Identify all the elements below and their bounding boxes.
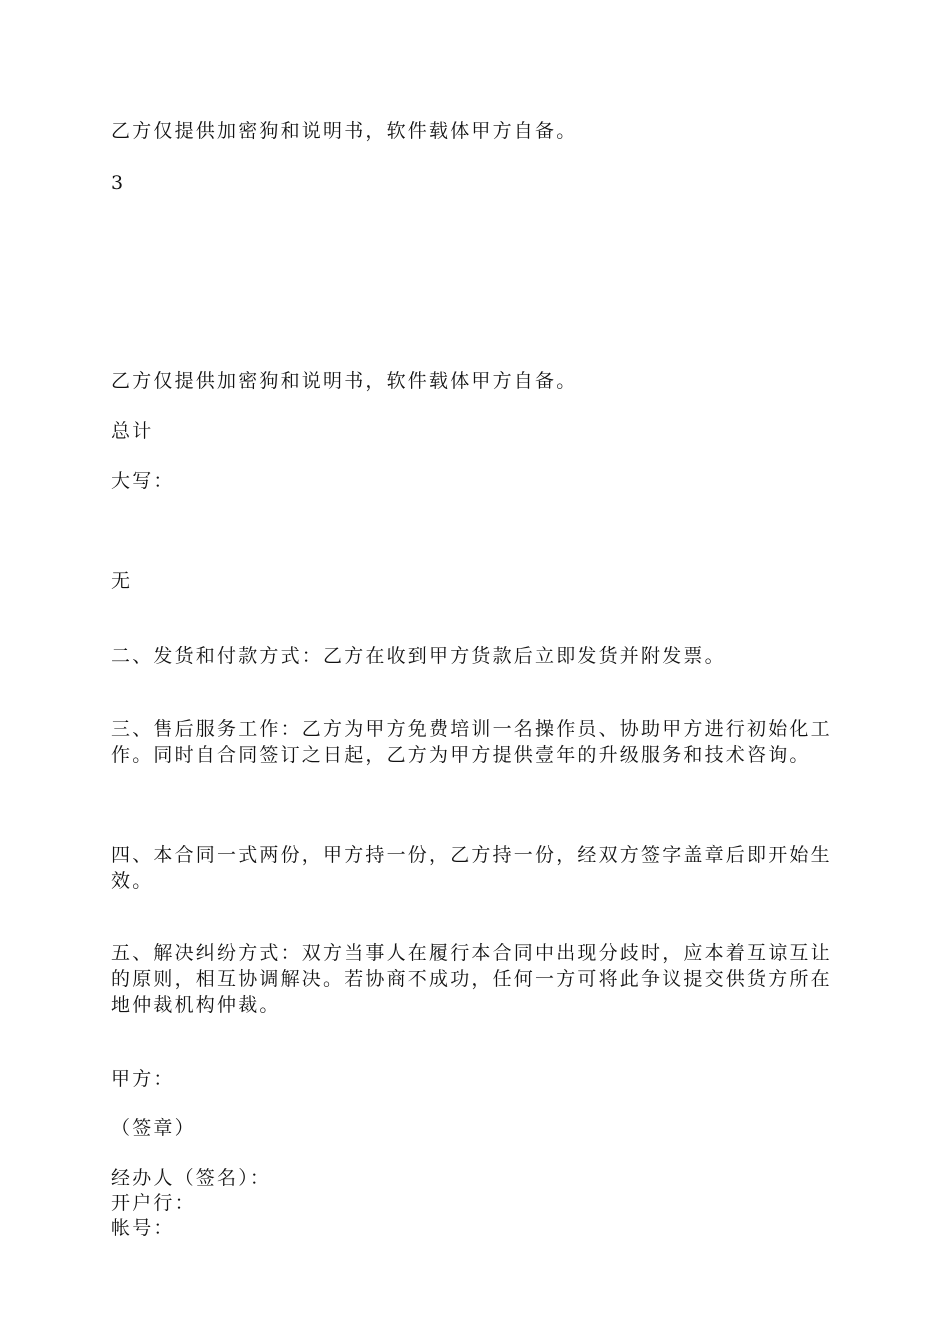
seal-label: （签章） bbox=[111, 1117, 196, 1139]
account-label: 帐号： bbox=[111, 1217, 175, 1239]
clause-dispute-resolution: 五、解决纠纷方式：双方当事人在履行本合同中出现分歧时，应本着互谅互让的原则，相互协调解决。若协商不成功，任何一方可将此争议提交供货方所在地仲裁机构仲裁。 bbox=[111, 942, 832, 1016]
quantity-value: 3 bbox=[111, 172, 124, 194]
none-value: 无 bbox=[111, 570, 133, 592]
party-a-label: 甲方： bbox=[111, 1068, 175, 1090]
total-label: 总计 bbox=[111, 420, 154, 442]
bank-label: 开户行： bbox=[111, 1192, 196, 1214]
uppercase-amount-label: 大写： bbox=[111, 470, 175, 492]
product-note-line-2: 乙方仅提供加密狗和说明书，软件载体甲方自备。 bbox=[111, 370, 578, 392]
agent-signature-label: 经办人（签名）： bbox=[111, 1167, 272, 1189]
clause-contract-copies: 四、本合同一式两份，甲方持一份，乙方持一份，经双方签字盖章后即开始生效。 bbox=[111, 844, 832, 892]
product-note-line-1: 乙方仅提供加密狗和说明书，软件载体甲方自备。 bbox=[111, 120, 578, 142]
clause-delivery-payment: 二、发货和付款方式：乙方在收到甲方货款后立即发货并附发票。 bbox=[111, 645, 726, 667]
clause-after-sales-service: 三、售后服务工作：乙方为甲方免费培训一名操作员、协助甲方进行初始化工作。同时自合同签订之日起，乙方为甲方提供壹年的升级服务和技术咨询。 bbox=[111, 718, 832, 766]
